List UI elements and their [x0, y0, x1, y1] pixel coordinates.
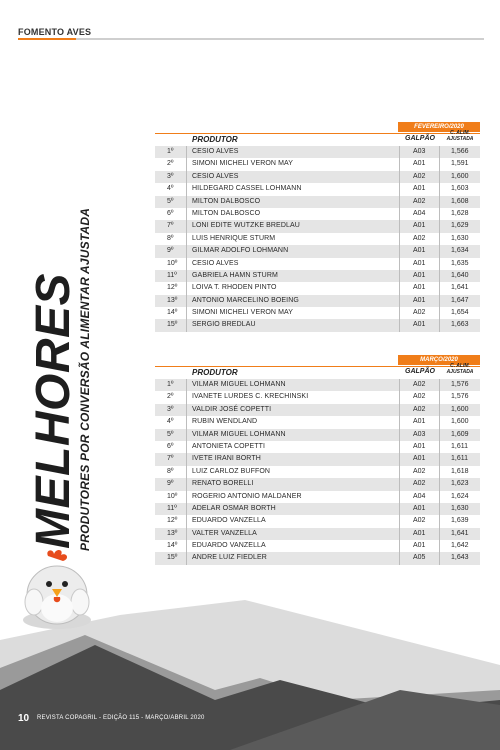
producer-cell: MILTON DALBOSCO: [192, 197, 261, 205]
rank-cell: 12º: [167, 517, 178, 525]
conversion-cell: 1,609: [451, 430, 469, 438]
conversion-cell: 1,639: [451, 517, 469, 525]
galpao-cell: A02: [413, 197, 426, 205]
column-separator: [186, 220, 187, 232]
column-separator: [186, 466, 187, 478]
producer-cell: VALTER VANZELLA: [192, 529, 257, 537]
conversion-cell: 1,634: [451, 247, 469, 255]
galpao-cell: A01: [413, 284, 426, 292]
column-separator: [439, 441, 440, 453]
rank-cell: 11º: [167, 271, 177, 279]
column-separator: [439, 416, 440, 428]
conversion-cell: 1,629: [451, 222, 469, 230]
rank-cell: 9º: [167, 247, 174, 255]
column-separator: [399, 478, 400, 490]
column-separator: [186, 307, 187, 319]
column-separator: [186, 528, 187, 540]
galpao-cell: A02: [413, 467, 426, 475]
conversion-cell: 1,576: [451, 393, 469, 401]
rank-cell: 13º: [167, 529, 178, 537]
galpao-cell: A01: [413, 222, 426, 230]
column-separator: [439, 319, 440, 331]
producer-cell: LOIVA T. RHODEN PINTO: [192, 284, 277, 292]
column-separator: [186, 258, 187, 270]
producer-cell: RUBIN WENDLAND: [192, 418, 258, 426]
conversion-cell: 1,630: [451, 234, 469, 242]
conversion-cell: 1,603: [451, 185, 469, 193]
column-conversao: C. ALIM. AJUSTADA: [446, 130, 474, 142]
rank-cell: 13º: [167, 296, 178, 304]
conversion-cell: 1,642: [451, 542, 469, 550]
table-row: [155, 319, 480, 331]
galpao-cell: A03: [413, 430, 426, 438]
publication-info: REVISTA COPAGRIL - EDIÇÃO 115 - MARÇO/ABRIL 2020: [37, 715, 205, 721]
column-separator: [399, 528, 400, 540]
column-separator: [439, 404, 440, 416]
rank-cell: 10º: [167, 259, 178, 267]
galpao-cell: A01: [413, 442, 426, 450]
producer-cell: SIMONI MICHELI VERON MAY: [192, 309, 294, 317]
rank-cell: 6º: [167, 209, 174, 217]
column-separator: [186, 552, 187, 564]
rank-cell: 14º: [167, 309, 178, 317]
column-conversao: C. ALIM. AJUSTADA: [446, 363, 474, 375]
table-row: [155, 258, 480, 270]
producer-cell: ROGERIO ANTONIO MALDANER: [192, 492, 302, 500]
galpao-cell: A01: [413, 529, 426, 537]
column-separator: [439, 233, 440, 245]
rank-cell: 7º: [167, 455, 174, 463]
galpao-cell: A05: [413, 554, 426, 562]
column-separator: [399, 208, 400, 220]
column-separator: [399, 391, 400, 403]
column-separator: [186, 208, 187, 220]
column-separator: [399, 220, 400, 232]
table-row: [155, 515, 480, 527]
column-separator: [186, 319, 187, 331]
column-separator: [399, 146, 400, 158]
column-separator: [399, 233, 400, 245]
galpao-cell: A02: [413, 381, 426, 388]
column-separator: [399, 515, 400, 527]
column-separator: [399, 466, 400, 478]
galpao-cell: A02: [413, 405, 426, 413]
producer-cell: ANTONIETA COPETTI: [192, 442, 266, 450]
column-separator: [439, 146, 440, 158]
rank-cell: 2º: [167, 160, 174, 168]
column-separator: [399, 453, 400, 465]
column-separator: [399, 270, 400, 282]
column-separator: [439, 429, 440, 441]
table-row: [155, 307, 480, 319]
vertical-title: [27, 148, 92, 553]
column-separator: [186, 429, 187, 441]
table-row: [155, 245, 480, 257]
conversion-cell: 1,663: [451, 321, 469, 329]
producer-cell: RENATO BORELLI: [192, 480, 254, 488]
galpao-cell: A02: [413, 480, 426, 488]
column-separator: [186, 158, 187, 170]
column-separator: [399, 540, 400, 552]
column-separator: [439, 220, 440, 232]
conversion-cell: 1,611: [451, 442, 468, 450]
column-separator: [186, 233, 187, 245]
table-row: [155, 220, 480, 232]
rank-cell: 14º: [167, 542, 178, 550]
page-number: 10: [18, 713, 30, 724]
producer-cell: SIMONI MICHELI VERON MAY: [192, 160, 294, 168]
column-separator: [399, 429, 400, 441]
galpao-cell: A01: [413, 185, 426, 193]
producer-cell: VILMAR MIGUEL LOHMANN: [192, 381, 286, 388]
column-separator: [186, 379, 187, 391]
conversion-cell: 1,624: [451, 492, 469, 500]
producer-cell: LUIS HENRIQUE STURM: [192, 234, 276, 242]
header-line: [155, 133, 480, 134]
table-row: [155, 295, 480, 307]
column-separator: [439, 540, 440, 552]
rank-cell: 4º: [167, 418, 174, 426]
column-separator: [439, 258, 440, 270]
conversion-cell: 1,576: [451, 381, 469, 388]
column-separator: [186, 453, 187, 465]
conversion-cell: 1,647: [451, 296, 469, 304]
column-separator: [186, 270, 187, 282]
column-produtor: PRODUTOR: [192, 368, 238, 377]
table-body: [155, 146, 480, 332]
conversion-cell: 1,600: [451, 405, 469, 413]
column-separator: [439, 282, 440, 294]
column-separator: [439, 552, 440, 564]
conversion-cell: 1,641: [451, 284, 469, 292]
column-separator: [439, 466, 440, 478]
column-separator: [399, 183, 400, 195]
galpao-cell: A01: [413, 271, 426, 279]
conversion-cell: 1,635: [451, 259, 469, 267]
table-row: [155, 270, 480, 282]
rank-cell: 10º: [167, 492, 178, 500]
table-row: [155, 233, 480, 245]
galpao-cell: A04: [413, 492, 426, 500]
column-separator: [399, 196, 400, 208]
table-body: [155, 379, 480, 565]
producer-cell: CESIO ALVES: [192, 172, 239, 180]
table-row: [155, 196, 480, 208]
rank-cell: 5º: [167, 430, 174, 438]
producer-cell: SERGIO BREDLAU: [192, 321, 256, 329]
table-row: [155, 552, 480, 564]
conversion-cell: 1,618: [451, 467, 469, 475]
conversion-cell: 1,630: [451, 504, 469, 512]
column-separator: [439, 307, 440, 319]
producer-cell: LONI EDITE WUTZKE BREDLAU: [192, 222, 300, 230]
table-row: [155, 466, 480, 478]
column-separator: [439, 158, 440, 170]
table-row: [155, 416, 480, 428]
conversion-cell: 1,640: [451, 271, 469, 279]
table-row: [155, 429, 480, 441]
galpao-cell: A02: [413, 309, 426, 317]
column-produtor: PRODUTOR: [192, 135, 238, 144]
column-separator: [439, 528, 440, 540]
table-row: [155, 282, 480, 294]
column-galpao: GALPÃO: [405, 135, 435, 142]
conversion-cell: 1,611: [451, 455, 468, 463]
column-separator: [186, 441, 187, 453]
table-row: [155, 528, 480, 540]
ranking-table-march: [155, 355, 480, 570]
column-separator: [186, 478, 187, 490]
producer-cell: EDUARDO VANZELLA: [192, 542, 266, 550]
producer-cell: MILTON DALBOSCO: [192, 209, 261, 217]
column-separator: [399, 552, 400, 564]
period-badge: FEVEREIRO/2020: [398, 122, 480, 132]
column-separator: [186, 404, 187, 416]
column-separator: [186, 171, 187, 183]
rank-cell: 3º: [167, 172, 174, 180]
producer-cell: EDUARDO VANZELLA: [192, 517, 266, 525]
conversion-cell: 1,641: [451, 529, 469, 537]
conversion-cell: 1,654: [451, 309, 469, 317]
conversion-cell: 1,566: [451, 148, 469, 155]
column-separator: [399, 307, 400, 319]
rank-cell: 3º: [167, 405, 174, 413]
column-separator: [399, 379, 400, 391]
producer-cell: GABRIELA HAMN STURM: [192, 271, 278, 279]
period-badge: MARÇO/2020: [398, 355, 480, 365]
producer-cell: VILMAR MIGUEL LOHMANN: [192, 430, 286, 438]
rank-cell: 15º: [167, 321, 178, 329]
table-row: [155, 146, 480, 158]
rank-cell: 5º: [167, 197, 174, 205]
column-separator: [439, 379, 440, 391]
column-separator: [399, 404, 400, 416]
column-galpao: GALPÃO: [405, 368, 435, 375]
galpao-cell: A01: [413, 455, 426, 463]
column-separator: [439, 295, 440, 307]
column-separator: [439, 391, 440, 403]
column-separator: [186, 416, 187, 428]
column-separator: [439, 245, 440, 257]
column-separator: [399, 258, 400, 270]
table-row: [155, 208, 480, 220]
rank-cell: 7º: [167, 222, 174, 230]
column-separator: [186, 391, 187, 403]
galpao-cell: A02: [413, 393, 426, 401]
column-separator: [439, 171, 440, 183]
table-row: [155, 441, 480, 453]
column-separator: [439, 503, 440, 515]
rank-cell: 11º: [167, 504, 177, 512]
galpao-cell: A02: [413, 517, 426, 525]
column-separator: [186, 245, 187, 257]
galpao-cell: A01: [413, 160, 426, 168]
subtitle: PRODUTORES POR CONVERSÃO ALIMENTAR AJUSTADA: [78, 207, 92, 551]
galpao-cell: A01: [413, 504, 426, 512]
producer-cell: CESIO ALVES: [192, 148, 239, 155]
column-separator: [399, 171, 400, 183]
galpao-cell: A01: [413, 296, 426, 304]
galpao-cell: A02: [413, 172, 426, 180]
column-separator: [439, 491, 440, 503]
column-separator: [186, 503, 187, 515]
rank-cell: 4º: [167, 185, 174, 193]
rank-cell: 8º: [167, 234, 174, 242]
table-row: [155, 540, 480, 552]
rank-cell: 2º: [167, 393, 174, 401]
column-separator: [399, 158, 400, 170]
table-row: [155, 478, 480, 490]
rank-cell: 1º: [167, 148, 174, 155]
table-row: [155, 158, 480, 170]
column-separator: [186, 196, 187, 208]
galpao-cell: A03: [413, 148, 426, 155]
galpao-cell: A01: [413, 259, 426, 267]
table-row: [155, 491, 480, 503]
producer-cell: HILDEGARD CASSEL LOHMANN: [192, 185, 302, 193]
producer-cell: ADELAR OSMAR BORTH: [192, 504, 276, 512]
column-separator: [399, 491, 400, 503]
conversion-cell: 1,628: [451, 209, 469, 217]
column-separator: [439, 453, 440, 465]
table-row: [155, 404, 480, 416]
producer-cell: ANTONIO MARCELINO BOEING: [192, 296, 299, 304]
column-separator: [439, 183, 440, 195]
producer-cell: LUIZ CARLOZ BUFFON: [192, 467, 271, 475]
column-separator: [399, 441, 400, 453]
galpao-cell: A01: [413, 542, 426, 550]
conversion-cell: 1,600: [451, 418, 469, 426]
table-row: [155, 391, 480, 403]
column-separator: [399, 245, 400, 257]
column-separator: [399, 416, 400, 428]
column-separator: [399, 503, 400, 515]
column-separator: [186, 515, 187, 527]
column-separator: [399, 282, 400, 294]
column-separator: [439, 270, 440, 282]
section-label: FOMENTO AVES: [18, 27, 92, 37]
column-separator: [186, 295, 187, 307]
producer-cell: IVANETE LURDES C. KRECHINSKI: [192, 393, 309, 401]
table-row: [155, 183, 480, 195]
producer-cell: GILMAR ADOLFO LOHMANN: [192, 247, 289, 255]
conversion-cell: 1,643: [451, 554, 469, 562]
table-row: [155, 379, 480, 391]
column-separator: [399, 295, 400, 307]
chicken-mascot-icon: [18, 548, 96, 630]
column-separator: [439, 515, 440, 527]
column-separator: [186, 540, 187, 552]
galpao-cell: A04: [413, 209, 426, 217]
title-melhores: MELHORES: [27, 272, 80, 549]
galpao-cell: A01: [413, 321, 426, 329]
column-separator: [439, 478, 440, 490]
column-separator: [439, 208, 440, 220]
conversion-cell: 1,600: [451, 172, 469, 180]
producer-cell: ANDRE LUIZ FIEDLER: [192, 554, 267, 562]
table-row: [155, 503, 480, 515]
rank-cell: 6º: [167, 442, 174, 450]
galpao-cell: A01: [413, 418, 426, 426]
rank-cell: 15º: [167, 554, 178, 562]
rank-cell: 1º: [167, 381, 174, 388]
rank-cell: 12º: [167, 284, 178, 292]
table-row: [155, 453, 480, 465]
galpao-cell: A01: [413, 247, 426, 255]
conversion-cell: 1,623: [451, 480, 469, 488]
column-separator: [186, 282, 187, 294]
rank-cell: 9º: [167, 480, 174, 488]
column-separator: [186, 183, 187, 195]
galpao-cell: A02: [413, 234, 426, 242]
column-separator: [186, 146, 187, 158]
column-separator: [186, 491, 187, 503]
conversion-cell: 1,608: [451, 197, 469, 205]
producer-cell: CESIO ALVES: [192, 259, 239, 267]
column-separator: [439, 196, 440, 208]
producer-cell: VALDIR JOSÉ COPETTI: [192, 405, 272, 413]
rank-cell: 8º: [167, 467, 174, 475]
ranking-table-february: [155, 122, 480, 337]
conversion-cell: 1,591: [451, 160, 469, 168]
table-row: [155, 171, 480, 183]
column-separator: [399, 319, 400, 331]
producer-cell: IVETE IRANI BORTH: [192, 455, 261, 463]
header-line: [155, 366, 480, 367]
